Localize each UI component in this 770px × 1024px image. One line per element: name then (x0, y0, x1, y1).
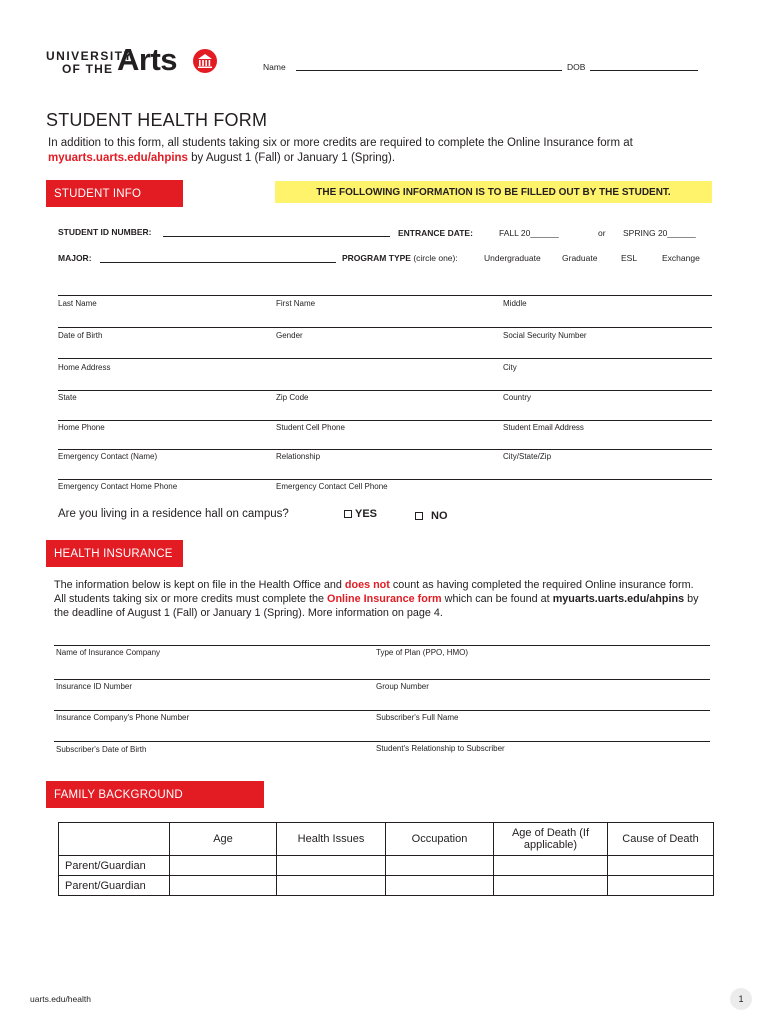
fall-option[interactable]: FALL 20______ (499, 228, 559, 238)
student-id-input[interactable] (163, 236, 390, 237)
zip-label: Zip Code (276, 393, 309, 402)
emergency-name-label: Emergency Contact (Name) (58, 452, 158, 461)
insurance-info-text: The information below is kept on file in the Health Office and does not count as having completed the required Online insurance form. All students taking six or more credits must complete the Online Insurance form which can be found at myuarts.uarts.edu/ahpins by the deadline of August 1 (Fall) or January 1 (Spring). More information on page 4. (54, 579, 699, 619)
state-label: State (58, 393, 77, 402)
logo-of-the: OF THE (62, 62, 114, 76)
table-header-cell (59, 823, 170, 856)
table-header-cell: Age (170, 823, 277, 856)
first-name-label: First Name (276, 299, 316, 308)
spring-option[interactable]: SPRING 20______ (623, 228, 696, 238)
emergency-home-label: Emergency Contact Home Phone (58, 482, 178, 491)
city-state-zip-label: City/State/Zip (503, 452, 552, 461)
plan-type-label: Type of Plan (PPO, HMO) (376, 648, 469, 657)
table-row (59, 876, 714, 896)
logo-university: UNIVERSITY (46, 49, 134, 63)
ssn-label: Social Security Number (503, 331, 587, 340)
company-phone-label: Insurance Company's Phone Number (56, 713, 190, 722)
family-table (58, 822, 714, 896)
table-header-cell: Cause of Death (608, 823, 714, 856)
email-label: Student Email Address (503, 423, 584, 432)
table-cell[interactable] (608, 856, 714, 876)
field-line[interactable] (58, 358, 712, 359)
emergency-cell-label: Emergency Contact Cell Phone (276, 482, 388, 491)
relationship-label: Relationship (276, 452, 321, 461)
insurance-link[interactable]: myuarts.uarts.edu/ahpins (48, 152, 188, 164)
field-line[interactable] (58, 420, 712, 421)
page-title: STUDENT HEALTH FORM (46, 110, 268, 130)
last-name-label: Last Name (58, 299, 97, 308)
home-address-label: Home Address (58, 363, 111, 372)
insurance-company-label: Name of Insurance Company (56, 648, 161, 657)
dob-label: DOB (567, 62, 586, 72)
or-label: or (598, 228, 606, 238)
residence-question: Are you living in a residence hall on campus? (58, 508, 289, 520)
row-label: Parent/Guardian (59, 856, 170, 876)
table-row (59, 856, 714, 876)
checkbox-icon (344, 510, 352, 518)
field-line[interactable] (54, 645, 710, 646)
table-cell[interactable] (277, 856, 386, 876)
major-input[interactable] (100, 262, 336, 263)
student-id-label: STUDENT ID NUMBER: (58, 227, 152, 237)
program-option-graduate[interactable]: Graduate (562, 253, 598, 263)
logo-arts: Arts (117, 42, 178, 77)
field-line[interactable] (54, 679, 710, 680)
program-option-exchange[interactable]: Exchange (662, 253, 700, 263)
intro-text: In addition to this form, all students taking six or more credits are required to complete the Online Insurance form at myuarts.uarts.edu/ahpins by August 1 (Fall) or January 1 (Spring). (48, 137, 633, 164)
yes-checkbox[interactable]: YES (344, 508, 377, 520)
subscriber-relationship-label: Student's Relationship to Subscriber (376, 744, 505, 753)
table-header-row (59, 823, 714, 856)
field-line[interactable] (58, 449, 712, 450)
student-info-tab: STUDENT INFO (46, 180, 183, 207)
program-type: PROGRAM TYPE (circle one): (342, 253, 458, 263)
field-line[interactable] (54, 710, 710, 711)
gender-label: Gender (276, 331, 303, 340)
table-cell[interactable] (494, 876, 608, 896)
table-cell[interactable] (386, 856, 494, 876)
name-input[interactable] (296, 70, 562, 71)
row-label: Parent/Guardian (59, 876, 170, 896)
table-cell[interactable] (170, 876, 277, 896)
no-checkbox[interactable]: NO (415, 510, 448, 522)
city-label: City (503, 363, 517, 372)
country-label: Country (503, 393, 532, 402)
building-icon (193, 49, 217, 73)
field-line[interactable] (58, 327, 712, 328)
table-header-cell: Occupation (386, 823, 494, 856)
student-notice: THE FOLLOWING INFORMATION IS TO BE FILLED OUT BY THE STUDENT. (275, 181, 712, 203)
major-label: MAJOR: (58, 253, 92, 263)
checkbox-icon (415, 512, 423, 520)
footer-url[interactable]: uarts.edu/health (30, 994, 91, 1004)
field-line[interactable] (54, 741, 710, 742)
field-line[interactable] (58, 295, 712, 296)
health-insurance-tab: HEALTH INSURANCE (46, 540, 183, 567)
table-cell[interactable] (494, 856, 608, 876)
cell-phone-label: Student Cell Phone (276, 423, 345, 432)
dob-field-label: Date of Birth (58, 331, 103, 340)
program-option-esl[interactable]: ESL (621, 253, 638, 263)
subscriber-dob-label: Subscriber's Date of Birth (56, 745, 147, 754)
entrance-date-label: ENTRANCE DATE: (398, 228, 473, 238)
field-line[interactable] (58, 479, 712, 480)
table-cell[interactable] (608, 876, 714, 896)
insurance-id-label: Insurance ID Number (56, 682, 133, 691)
field-line[interactable] (58, 390, 712, 391)
table-header-cell: Health Issues (277, 823, 386, 856)
home-phone-label: Home Phone (58, 423, 105, 432)
page-number: 1 (730, 988, 752, 1010)
name-label: Name (263, 62, 286, 72)
table-cell[interactable] (386, 876, 494, 896)
table-cell[interactable] (170, 856, 277, 876)
middle-label: Middle (503, 299, 527, 308)
online-insurance-link[interactable]: Online Insurance form (327, 593, 442, 605)
group-number-label: Group Number (376, 682, 429, 691)
subscriber-name-label: Subscriber's Full Name (376, 713, 459, 722)
table-cell[interactable] (277, 876, 386, 896)
program-option-undergraduate[interactable]: Undergraduate (484, 253, 541, 263)
table-header-cell: Age of Death (If applicable) (494, 823, 608, 856)
dob-input[interactable] (590, 70, 698, 71)
family-background-tab: FAMILY BACKGROUND (46, 781, 264, 808)
